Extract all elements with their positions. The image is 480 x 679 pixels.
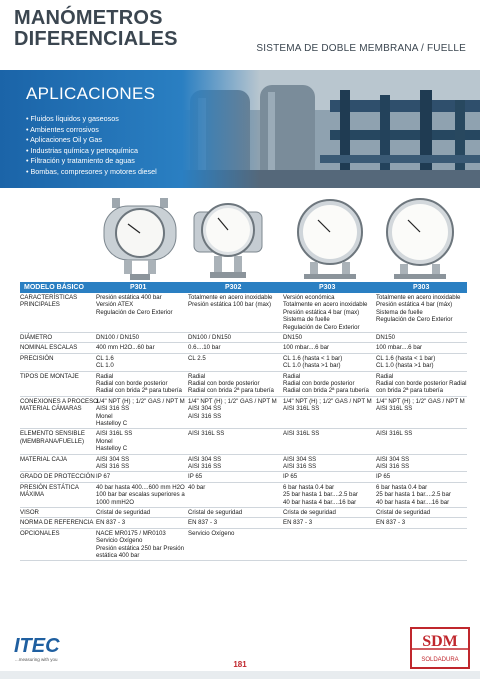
cell-line: CL 1.6 [96,354,114,362]
row-label-line: PRECISIÓN [20,354,54,362]
table-cell [188,430,224,437]
cell-line: NACE MR0175 / MR0103 [96,529,166,537]
row-label [20,484,79,499]
cell-line: Servicio Oxígeno [188,529,235,537]
cell-line: IP 65 [376,473,391,481]
cell-line: AISI 316 SS [96,462,130,470]
cell-line: AISI 304 SS [283,455,317,463]
table-cell [96,430,132,452]
row-label-line: CONEXIONES A PROCESO [20,397,98,405]
cell-line: 1/4" NPT (H) ; 1/2" GAS / NPT M [188,397,277,405]
cell-line: AISI 316 SS [96,405,130,413]
cell-line: Presión estática 400 bar [96,294,162,301]
cell-line: EN 837 - 3 [96,519,126,527]
cell-line: 1/4" NPT (H) ; 1/2" GAS / NPT M [376,397,465,405]
cell-line: 100 mbar....6 bar [283,344,330,352]
cell-line: Versión económica [283,294,335,301]
row-label [20,344,77,351]
header-cell: P303 [319,284,336,291]
table-cell [96,519,125,526]
cell-line: AISI 316 SS [188,412,222,420]
specifications-table [20,282,467,561]
table-row [20,518,467,528]
cell-line: Radial [283,372,301,380]
cell-line: 6 bar hasta 0.4 bar [376,483,428,491]
gauge-p303-image [290,196,370,282]
row-label [20,530,60,537]
cell-line: Presión estática 4 bar (máx) [376,301,453,309]
itec-logo-text: ITEC [14,635,60,657]
cell-line: Radial con borde posterior [283,379,355,387]
table-row [20,429,467,454]
cell-line: Cristal de seguridad [376,508,431,516]
cell-line: Presión estática 4 bar (max) [283,308,360,316]
list-item: • Aplicaciones Oil y Gas [26,135,157,146]
page-subtitle: SISTEMA DE DOBLE MEMBRANA / FUELLE [256,43,466,54]
table-cell [376,398,465,413]
table-cell [283,456,316,471]
row-label [20,456,67,463]
row-label-line: PRESIÓN ESTÁTICA [20,483,79,491]
cell-line: Radial con brida 2ª para tubería [96,387,182,395]
header-cell: P303 [413,284,430,291]
table-cell [376,484,451,506]
row-label-line: MATERIAL CAJA [20,455,68,463]
table-cell [376,373,466,395]
cell-line: estática 400 bar [96,551,140,559]
cell-line: EN 837 - 3 [188,519,218,527]
cell-line: DN150 [283,334,302,341]
table-cell [283,519,312,526]
row-label [20,473,95,480]
cell-line: EN 837 - 3 [376,519,406,527]
cell-line: AISI 304 SS [96,455,130,463]
table-cell [376,355,435,370]
cell-line: Radial [188,372,206,380]
table-cell [96,509,150,516]
cell-line: DN150 [376,334,395,341]
table-row [20,455,467,473]
table-cell [283,509,336,516]
cell-line: CL 1.6 (hasta < 1 bar) [376,354,436,362]
table-cell [283,355,342,370]
row-label-line: DIÁMETRO [20,334,53,341]
cell-line: IP 65 [188,473,203,481]
table-cell [283,430,319,437]
cell-line: Hastelloy C [96,419,128,427]
row-label [20,519,93,526]
table-cell [376,334,395,341]
cell-line: 0.6....10 bar [188,344,221,352]
row-label-line: VISOR [20,508,39,516]
cell-line: AISI 316 SS [188,462,222,470]
cell-line: AISI 316 SS [283,462,317,470]
cell-line: Radial con brida 2ª para tubería [283,387,369,395]
cell-line: 1/4" NPT (H) ; 1/2" GAS / NPT M [283,397,372,405]
cell-line: AISI 316L SS [283,405,320,413]
table-body [20,293,467,561]
cell-line: 1000 mmH2O [96,498,134,506]
cell-line: 40 bar [188,483,206,491]
header-cell: P302 [225,284,242,291]
table-cell [96,355,114,370]
table-cell [96,373,182,395]
page-number: 181 [233,660,247,669]
applications-panel [0,70,260,188]
cell-line: 40 bar hasta 4 bar....16 bar [283,498,357,506]
row-label-line: MATERIAL CÁMARAS [20,405,82,413]
table-row [20,372,467,397]
cell-line: 100 bar bar escalas superiores a [96,491,185,499]
cell-line: Radial con borde posterior [188,379,260,387]
cell-line: 1/4" NPT (H) ; 1/2" GAS / NPT M [96,397,185,405]
cell-line: 25 bar hasta 1 bar....2.5 bar [376,491,451,499]
row-label [20,294,77,309]
table-row [20,508,467,518]
table-cell [96,344,155,351]
table-row [20,343,467,353]
table-row [20,397,467,430]
cell-line: Sistema de fuelle [283,316,330,324]
cell-line: 100 mbar....6 bar [376,344,423,352]
table-cell [188,355,206,362]
cell-line: Cristal de seguridad [96,508,151,516]
row-label-line: MÁXIMA [20,491,45,499]
table-cell [376,519,405,526]
row-label [20,509,39,516]
applications-banner [0,70,480,188]
table-row [20,293,467,333]
cell-line: IP 65 [283,473,298,481]
list-item: • Bombas, compresores y motores diesel [26,167,157,178]
table-cell [96,530,184,560]
table-row [20,354,467,372]
table-cell [376,509,430,516]
applications-list [26,114,157,178]
product-images [0,196,480,282]
table-cell [376,344,422,351]
list-item: • Ambientes corrosivos [26,125,157,136]
row-label [20,430,85,445]
table-row [20,333,467,343]
cell-line: 25 bar hasta 1 bar....2.5 bar [283,491,358,499]
itec-logo-tagline: ...measuring with you [15,657,58,662]
row-label-line: PRINCIPALES [20,301,60,309]
row-label [20,373,79,380]
table-cell [188,484,205,491]
table-cell [283,484,358,506]
title-line-2: DIFERENCIALES [14,28,178,50]
cell-line: Totalmente en acero inoxidable [283,301,368,309]
cell-line: con brida 2ª para tubería [376,387,443,395]
cell-line: Regulación de Cero Exterior [376,316,453,324]
cell-line: AISI 316L SS [96,430,133,438]
table-cell [188,473,202,480]
row-label-line: OPCIONALES [20,529,60,537]
gauge-p302-image [188,196,268,282]
itec-logo [12,630,72,664]
row-label-line: (MEMBRANA/FUELLE) [20,437,84,445]
row-label-line: CARACTERÍSTICAS [20,294,78,301]
cell-line: Monel [96,437,113,445]
cell-line: CL 1.0 (hasta >1 bar) [376,362,434,370]
cell-line: AISI 316L SS [188,430,225,438]
cell-line: CL 2.5 [188,354,206,362]
cell-line: Radial [96,372,114,380]
cell-line: Monel [96,412,113,420]
table-cell [376,430,412,437]
row-label [20,398,98,413]
table-cell [188,530,234,537]
table-cell [96,334,139,341]
cell-line: Presión estática 100 bar (max) [188,301,271,309]
cell-line: Crista de seguridad [283,508,336,516]
title-line-1: MANÓMETROS [14,7,163,29]
cell-line: Radial con brida 2ª para tubería [188,387,274,395]
cell-line: CL 1.0 (hasta >1 bar) [283,362,341,370]
table-cell [96,473,110,480]
table-cell [283,473,297,480]
cell-line: Radial con borde posterior Radial [376,379,467,387]
table-header [20,282,467,293]
table-cell [376,473,390,480]
cell-line: Regulación de Cero Exterior [283,323,360,331]
cell-line: Totalmente en acero inoxidable [376,294,461,301]
cell-line: 6 bar hasta 0.4 bar [283,483,335,491]
table-cell [96,484,185,506]
table-cell [283,373,369,395]
table-cell [283,344,329,351]
cell-line: 40 bar hasta 400....600 mm H2O [96,483,185,491]
table-cell [376,456,409,471]
table-cell [188,344,221,351]
gauge-p301-image [100,196,180,282]
table-cell [188,519,217,526]
cell-line: Totalmente en acero inoxidable [188,294,273,301]
header-cell: P301 [130,284,147,291]
table-cell [376,294,460,324]
cell-line: Hastelloy C [96,445,128,453]
cell-line: Cristal de seguridad [188,508,243,516]
cell-line: EN 837 - 3 [283,519,313,527]
row-label [20,355,54,362]
cell-line: DN100 / DN150 [188,334,232,341]
cell-line: CL 1.0 [96,362,114,370]
table-cell [188,509,242,516]
applications-heading: APLICACIONES [26,84,156,103]
sdm-logo [410,627,470,669]
cell-line: AISI 316L SS [376,430,413,438]
table-cell [188,456,221,471]
cell-line: Presión estática 250 bar Presión [96,544,185,552]
table-cell [96,294,173,316]
cell-line: IP 67 [96,473,111,481]
cell-line: CL 1.6 (hasta < 1 bar) [283,354,343,362]
table-row [20,483,467,508]
table-cell [96,398,185,428]
table-cell [96,456,129,471]
table-row [20,529,467,562]
cell-line: 40 bar hasta 4 bar....16 bar [376,498,450,506]
sdm-logo-text: SDM [422,633,458,650]
sdm-logo-small: SOLDADURA [421,657,459,663]
list-item: • Filtración y tratamiento de aguas [26,156,157,167]
cell-line: Regulación de Cero Exterior [96,308,173,316]
row-label [20,334,52,341]
list-item: • Industrias química y petroquímica [26,146,157,157]
row-label-line: NORMA DE REFERENCIA [20,519,94,527]
table-cell [188,373,274,395]
cell-line: AISI 316L SS [376,405,413,413]
list-item: • Fluidos líquidos y gaseosos [26,114,157,125]
table-cell [283,398,372,413]
cell-line: AISI 304 SS [376,455,410,463]
bottom-band [0,671,480,679]
row-label-line: ELEMENTO SENSIBLE [20,430,85,438]
cell-line: AISI 316 SS [376,462,410,470]
table-cell [188,334,231,341]
table-cell [283,294,367,331]
page-title [14,8,178,50]
cell-line: AISI 304 SS [188,455,222,463]
table-cell [188,294,272,309]
table-row [20,472,467,482]
cell-line: Servicio Oxígeno [96,537,143,545]
cell-line: Radial con borde posterior [96,379,168,387]
table-cell [283,334,302,341]
cell-line: Versión ATEX [96,301,134,309]
gauge-p303b-image [380,196,460,282]
cell-line: Radial [376,372,394,380]
row-label-line: TIPOS DE MONTAJE [20,372,79,380]
cell-line: AISI 304 SS [188,405,222,413]
table-cell [188,398,277,420]
cell-line: AISI 316L SS [283,430,320,438]
header-cell: MODELO BÁSICO [24,284,84,291]
cell-line: Sistema de fuelle [376,308,423,316]
row-label-line: GRADO DE PROTECCIÓN [20,473,95,481]
row-label-line: NOMINAL ESCALAS [20,344,78,352]
cell-line: DN100 / DN150 [96,334,140,341]
cell-line: 400 mm H2O...60 bar [96,344,155,352]
